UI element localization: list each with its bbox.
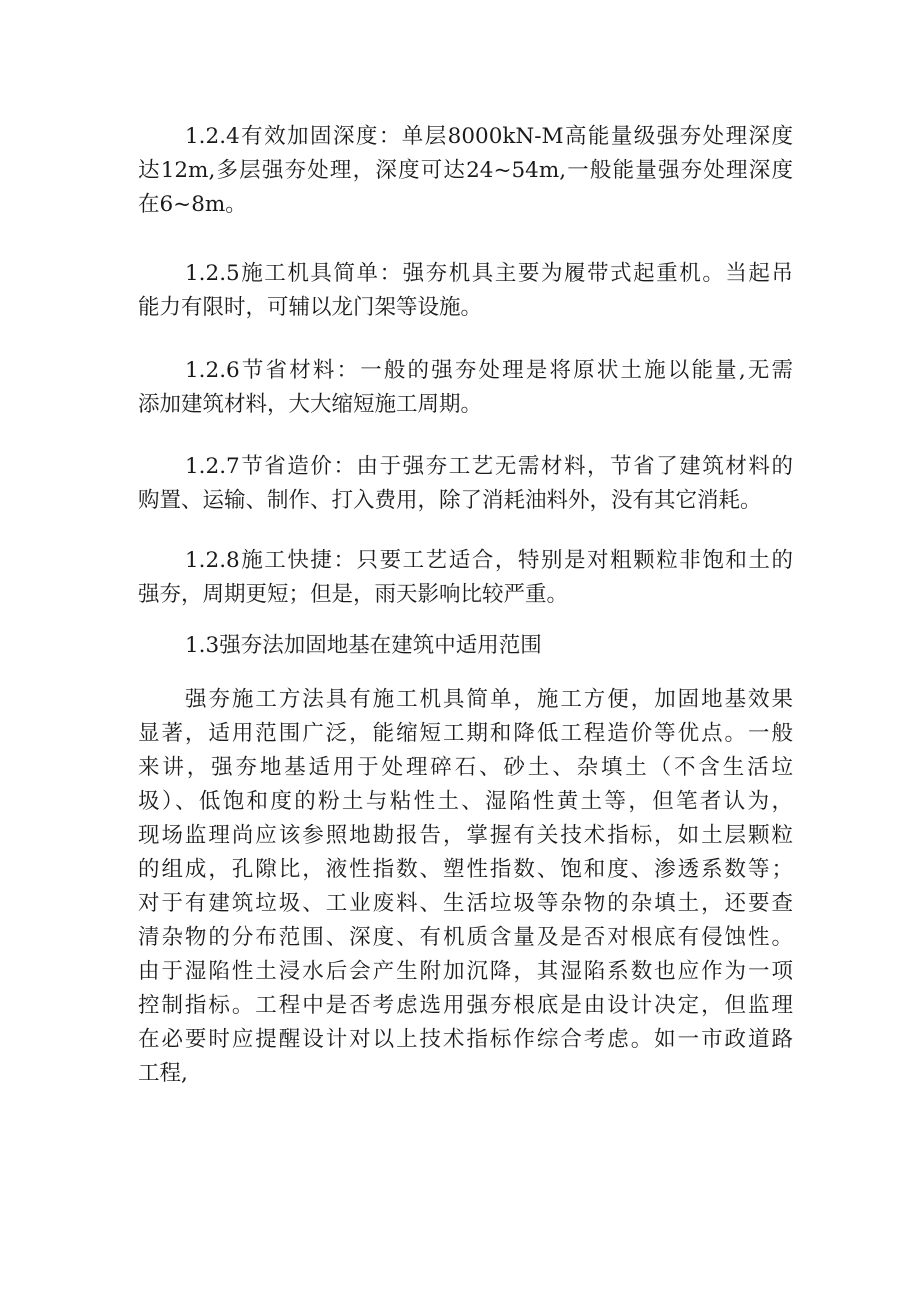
text-line: 显著，适用范围广泛，能缩短工期和降低工程造价等优点。一般 bbox=[138, 721, 793, 746]
text-line: 在6~8m。 bbox=[138, 192, 247, 217]
paragraph-1-2-6 bbox=[138, 354, 793, 422]
text-line: 强夯，周期更短；但是，雨天影响比较严重。 bbox=[138, 582, 569, 607]
text-line: 现场监理尚应该参照地勘报告，掌握有关技术指标，如土层颗粒 bbox=[138, 823, 793, 848]
text-line: 的组成，孔隙比，液性指数、塑性指数、饱和度、渗透系数等； bbox=[138, 857, 793, 882]
text-line: 对于有建筑垃圾、工业废料、生活垃圾等杂物的杂填土，还要查 bbox=[138, 891, 793, 916]
text-line: 来讲，强夯地基适用于处理碎石、砂土、杂填土（不含生活垃 bbox=[138, 755, 793, 780]
paragraph-1-2-4 bbox=[138, 120, 793, 222]
text-line: 由于湿陷性土浸水后会产生附加沉降，其湿陷系数也应作为一项 bbox=[138, 959, 793, 984]
text-line: 控制指标。工程中是否考虑选用强夯根底是由设计决定，但监理 bbox=[138, 993, 793, 1018]
heading-text: 1.3强夯法加固地基在建筑中适用范围 bbox=[185, 633, 542, 658]
text-line: 1.2.4有效加固深度：单层8000kN-M高能量级强夯处理深度 bbox=[185, 124, 793, 149]
paragraph-body bbox=[138, 683, 793, 1091]
text-line: 清杂物的分布范围、深度、有机质含量及是否对根底有侵蚀性。 bbox=[138, 925, 793, 950]
text-line: 工程, bbox=[138, 1061, 188, 1086]
section-heading-1-3 bbox=[138, 629, 793, 663]
text-line: 达12m,多层强夯处理，深度可达24~54m,一般能量强夯处理深度 bbox=[138, 158, 793, 183]
text-line: 1.2.8施工快捷：只要工艺适合，特别是对粗颗粒非饱和土的 bbox=[185, 548, 793, 573]
text-line: 1.2.7节省造价：由于强夯工艺无需材料，节省了建筑材料的 bbox=[185, 454, 793, 479]
text-line: 1.2.6节省材料：一般的强夯处理是将原状土施以能量,无需 bbox=[185, 358, 793, 383]
text-line: 1.2.5施工机具简单：强夯机具主要为履带式起重机。当起吊 bbox=[185, 261, 793, 286]
text-line: 添加建筑材料，大大缩短施工周期。 bbox=[138, 392, 483, 417]
text-line: 能力有限时，可辅以龙门架等设施。 bbox=[138, 295, 483, 320]
paragraph-1-2-8 bbox=[138, 544, 793, 612]
paragraph-1-2-5 bbox=[138, 257, 793, 325]
text-line: 圾）、低饱和度的粉土与粘性土、湿陷性黄土等，但笔者认为， bbox=[138, 789, 793, 814]
text-line: 在必要时应提醒设计对以上技术指标作综合考虑。如一市政道路 bbox=[138, 1027, 793, 1052]
paragraph-1-2-7 bbox=[138, 450, 793, 518]
text-line: 购置、运输、制作、打入费用，除了消耗油料外，没有其它消耗。 bbox=[138, 488, 762, 513]
text-line: 强夯施工方法具有施工机具简单，施工方便，加固地基效果 bbox=[185, 687, 793, 712]
